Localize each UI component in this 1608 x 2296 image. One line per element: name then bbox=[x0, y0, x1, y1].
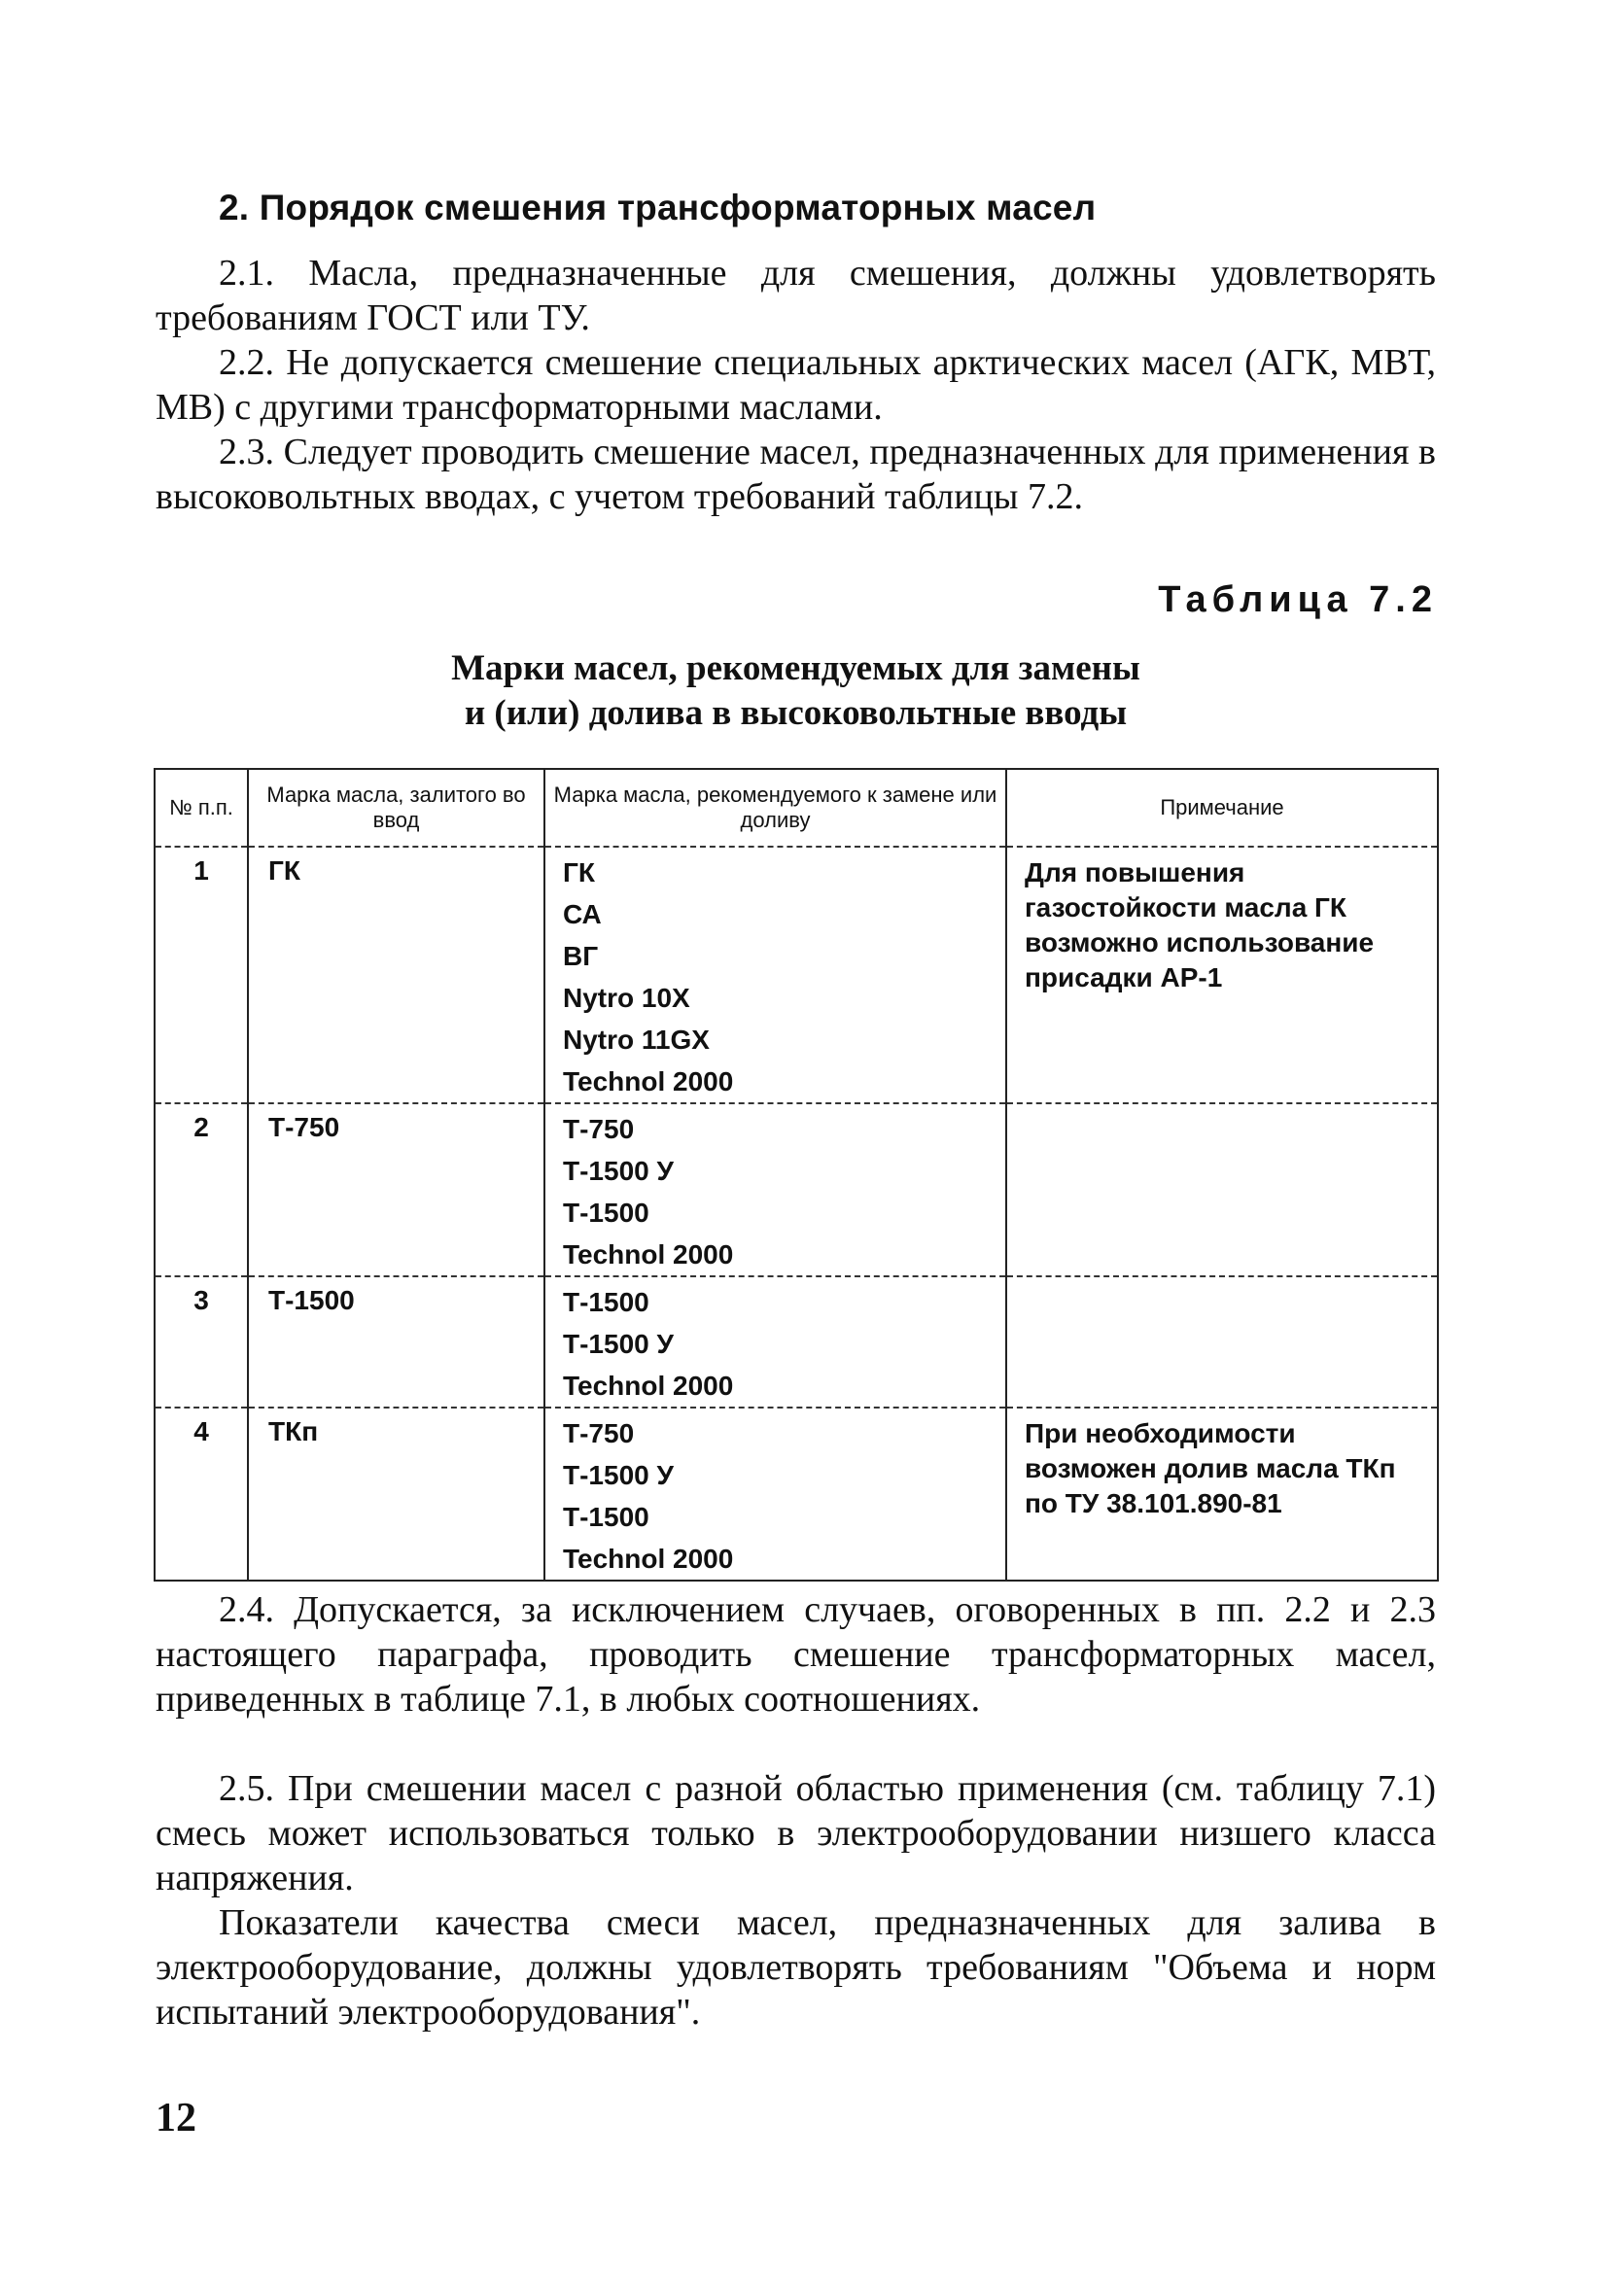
replacement-item: Т-1500 У bbox=[563, 1156, 674, 1186]
row-number: 4 bbox=[155, 1408, 248, 1581]
table-caption-line-2: и (или) долива в высоковольтные вводы bbox=[464, 693, 1128, 733]
replacement-item: СА bbox=[563, 899, 602, 929]
row-note bbox=[1006, 1103, 1438, 1276]
row-number: 1 bbox=[155, 847, 248, 1103]
row-number: 3 bbox=[155, 1276, 248, 1408]
row-brand: ТКп bbox=[248, 1408, 544, 1581]
replacement-item: Nytro 10X bbox=[563, 983, 690, 1013]
table-row bbox=[155, 1408, 1438, 1581]
row-note: При необходимости возможен долив масла ТКп по ТУ 38.101.890-81 bbox=[1006, 1408, 1438, 1581]
header-number: № п.п. bbox=[155, 769, 248, 847]
row-note bbox=[1006, 1276, 1438, 1408]
row-brand: Т-750 bbox=[248, 1103, 544, 1276]
paragraph-2-3: 2.3. Следует проводить смешение масел, предназначенных для применения в высоковольтных вводах, с учетом требований таблицы 7.2. bbox=[156, 432, 1436, 517]
paragraph-quality: Показатели качества смеси масел, предназначенных для залива в электрооборудование, должны удовлетворять требованиям "Объема и норм испытаний электрооборудования". bbox=[156, 1902, 1436, 2033]
replacement-item: Т-1500 У bbox=[563, 1460, 674, 1490]
replacement-item: Technol 2000 bbox=[563, 1371, 734, 1401]
row-note: Для повышения газостойкости масла ГК возможно использование присадки АР-1 bbox=[1006, 847, 1438, 1103]
row-replacements bbox=[544, 847, 1006, 1103]
replacement-item: Technol 2000 bbox=[563, 1544, 734, 1574]
table-header-row bbox=[155, 769, 1438, 847]
replacement-item: Т-1500 bbox=[563, 1198, 649, 1228]
replacement-item: Technol 2000 bbox=[563, 1066, 734, 1096]
replacement-item: Т-1500 bbox=[563, 1287, 649, 1317]
row-brand: Т-1500 bbox=[248, 1276, 544, 1408]
replacement-item: Technol 2000 bbox=[563, 1239, 734, 1270]
header-filled-brand: Марка масла, залитого во ввод bbox=[248, 769, 544, 847]
replacement-item: Nytro 11GX bbox=[563, 1025, 710, 1055]
header-replacement-brand: Марка масла, рекомендуемого к замене или доливу bbox=[544, 769, 1006, 847]
table-row bbox=[155, 1276, 1438, 1408]
paragraph-2-2: 2.2. Не допускается смешение специальных арктических масел (АГК, МВТ, МВ) с другими трансформаторными маслами. bbox=[156, 342, 1436, 428]
table-label: Таблица 7.2 bbox=[1158, 579, 1438, 620]
replacement-item: ВГ bbox=[563, 941, 599, 971]
header-note: Примечание bbox=[1006, 769, 1438, 847]
replacement-item: Т-1500 bbox=[563, 1502, 649, 1532]
replacement-item: ГК bbox=[563, 857, 595, 887]
replacement-item: Т-1500 У bbox=[563, 1329, 674, 1359]
table-caption bbox=[156, 646, 1436, 736]
table-row bbox=[155, 1103, 1438, 1276]
table-row bbox=[155, 847, 1438, 1103]
row-replacements bbox=[544, 1103, 1006, 1276]
paragraph-2-4: 2.4. Допускается, за исключением случаев, оговоренных в пп. 2.2 и 2.3 настоящего параграфа, проводить смешение трансформаторных масел, приведенных в таблице 7.1, в любых соотношениях. bbox=[156, 1589, 1436, 1720]
table-caption-line-1: Марки масел, рекомендуемых для замены bbox=[451, 648, 1140, 688]
row-replacements bbox=[544, 1276, 1006, 1408]
paragraph-2-5: 2.5. При смешении масел с разной областью применения (см. таблицу 7.1) смесь может использоваться только в электрооборудовании низшего класса напряжения. bbox=[156, 1768, 1436, 1898]
row-brand: ГК bbox=[248, 847, 544, 1103]
row-number: 2 bbox=[155, 1103, 248, 1276]
oil-brands-table bbox=[154, 768, 1439, 1582]
section-title: 2. Порядок смешения трансформаторных масел bbox=[219, 188, 1097, 227]
replacement-item: Т-750 bbox=[563, 1418, 635, 1448]
page-number: 12 bbox=[156, 2096, 196, 2140]
replacement-item: Т-750 bbox=[563, 1114, 635, 1144]
row-replacements bbox=[544, 1408, 1006, 1581]
paragraph-2-1: 2.1. Масла, предназначенные для смешения, должны удовлетворять требованиям ГОСТ или ТУ. bbox=[156, 253, 1436, 338]
